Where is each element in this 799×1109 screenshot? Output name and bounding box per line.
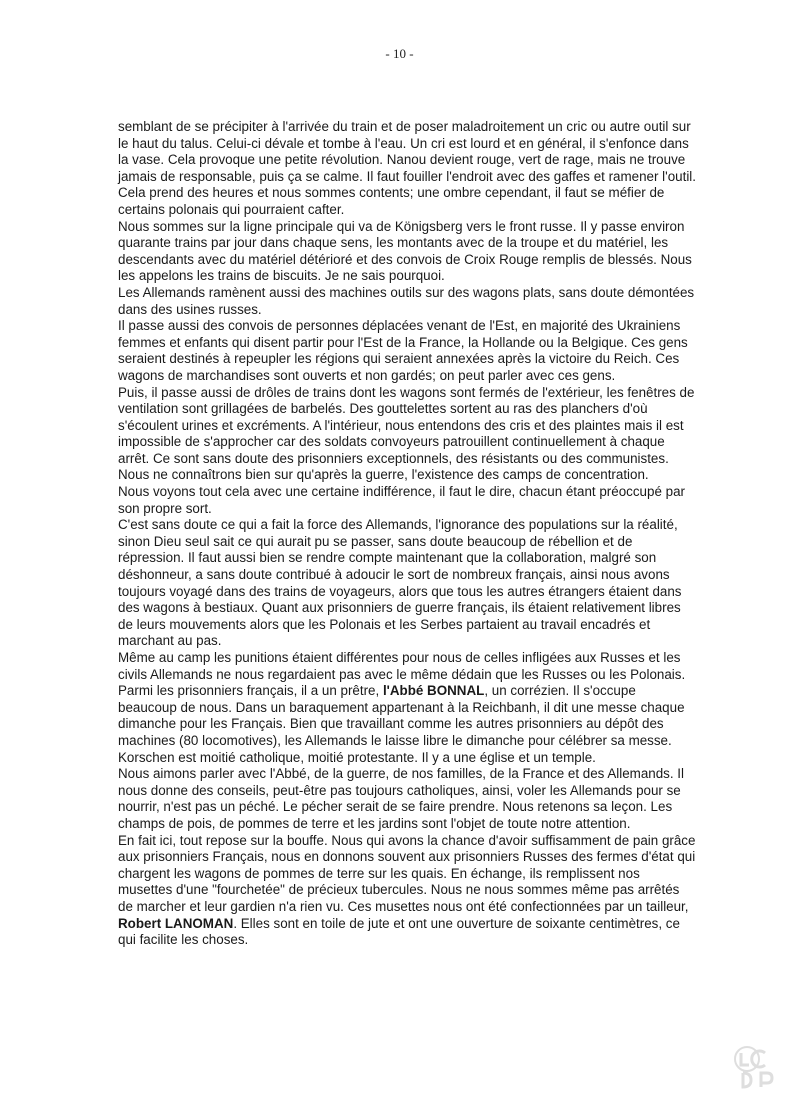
paragraph-2: Nous sommes sur la ligne principale qui va de Königsberg vers le front russe. Il y passe environ quarante trains par jour dans chaque sens, les montants avec de la troupe et du matériel, les descendants avec du matériel détérioré et des convois de Croix Rouge remplis de blessés. Nous les appelons les trains de biscuits. Je ne sais pourquoi. bbox=[118, 218, 692, 284]
lcdp-logo-icon bbox=[731, 1043, 781, 1095]
paragraph-final bbox=[118, 833, 696, 949]
paragraph-3: Les Allemands ramènent aussi des machines outils sur des wagons plats, sans doute démontées dans des usines russes. bbox=[118, 284, 695, 317]
paragraph-10: Nous aimons parler avec l'Abbé, de la guerre, de nos familles, de la France et des Allemands. Il nous donne des conseils, peut-être pas toujours catholiques, ainsi, voler les Allemands pour se nourrir, n'est pas un péché. Le pécher serait de se faire prendre. Nous retenons sa leçon. Les champs de pois, de pommes de terre et les jardins sont l'objet de toute notre attention. bbox=[118, 766, 685, 831]
document-body bbox=[118, 119, 696, 949]
paragraph-abbe bbox=[118, 683, 696, 766]
paragraph-6: Nous voyons tout cela avec une certaine indifférence, il faut le dire, chacun étant préoccupé par son propre sort. bbox=[118, 484, 685, 516]
abbe-text-after: , un corrézien. Il s'occupe beaucoup de nous. Dans un baraquement appartenant à la Reichbanh, il dit une messe chaque dimanche pour les Français. Bien que travaillant comme les autres prisonniers au dépôt des machines (80 locomotives), les Allemands le laisse libre le dimanche pour célébrer sa messe. Korschen est moitié catholique, moitié protestante. Il y a une église et un temple. bbox=[118, 683, 685, 765]
paragraph-8: Même au camp les punitions étaient différentes pour nous de celles infligées aux Russes et les civils Allemands ne nous regardaient pas avec le même dédain que les Russes ou les Polonais. bbox=[118, 650, 686, 682]
paragraph-4: Il passe aussi des convois de personnes déplacées venant de l'Est, en majorité des Ukrainiens femmes et enfants qui disent partir pour l'Est de la France, la Hollande ou la Belgique. Ces gens seraient destinés à repeupler les régions qui seraient annexées après la victoire du Reich. Ces wagons de marchandises sont ouverts et non gardés; on peut parler avec ces gens. bbox=[118, 318, 688, 383]
final-text-before: En fait ici, tout repose sur la bouffe. Nous qui avons la chance d'avoir suffisamment de pain grâce aux prisonniers Français, nous en donnons souvent aux prisonniers Russes des fermes d'état qui chargent les wagons de pommes de terre sur les quais. En échange, ils remplissent nos musettes d'une "fourchetée" de précieux tubercules. Nous ne nous sommes même pas arrêtés de marcher et leur gardien n'a rien vu. Ces musettes nous ont été confectionnées par un tailleur, bbox=[118, 832, 696, 914]
abbe-name: l'Abbé BONNAL bbox=[382, 683, 485, 699]
paragraph-7: C'est sans doute ce qui a fait la force des Allemands, l'ignorance des populations sur la réalité, sinon Dieu seul sait ce qui aurait pu se passer, sans doute beaucoup de rébellion et de répression. Il faut aussi bien se rendre compte maintenant que la collaboration, malgré son déshonneur, a sans doute contribué à adoucir le sort de nombreux français, ainsi nous avons toujours voyagé dans des trains de voyageurs, alors que tous les autres étrangers étaient dans des wagons à bestiaux. Quant aux prisonniers de guerre français, ils étaient relativement libres de leurs mouvements alors que les Polonais et les Serbes partaient au travail encadrés et marchant au pas. bbox=[118, 517, 682, 649]
final-text-after: . Elles sont en toile de jute et ont une ouverture de soixante centimètres, ce qui facilite les choses. bbox=[118, 915, 680, 948]
page-number: - 10 - bbox=[385, 46, 414, 61]
abbe-text-before: Parmi les prisonniers français, il a un prêtre, bbox=[118, 683, 383, 699]
paragraph-5: Puis, il passe aussi de drôles de trains dont les wagons sont fermés de l'extérieur, les fenêtres de ventilation sont grillagées de barbelés. Des gouttelettes sortent au ras des planchers d'où s'écoulent urines et excréments. A l'intérieur, nous entendons des cris et des plaintes mais il est impossible de s'approcher car des soldats convoyeurs patrouillent continuellement à chaque arrêt. Ce sont sans doute des prisonniers exceptionnels, des résistants ou des communistes. Nous ne connaîtrons bien sur qu'après la guerre, l'existence des camps de concentration. bbox=[118, 384, 695, 483]
paragraph-1: semblant de se précipiter à l'arrivée du train et de poser maladroitement un cric ou autre outil sur le haut du talus. Celui-ci dévale et tombe à l'eau. Un cri est lourd et en général, il s'enfonce dans la vase. Cela provoque une petite révolution. Nanou devient rouge, vert de rage, mais ne trouve jamais de responsable, puis ça se calme. Il faut fouiller l'endroit avec des gaffes et ramener l'outil. Cela prend des heures et nous sommes contents; une ombre cependant, il faut se méfier de certains polonais qui pourraient cafter. bbox=[118, 119, 696, 217]
tailor-name: Robert LANOMAN bbox=[118, 915, 234, 931]
